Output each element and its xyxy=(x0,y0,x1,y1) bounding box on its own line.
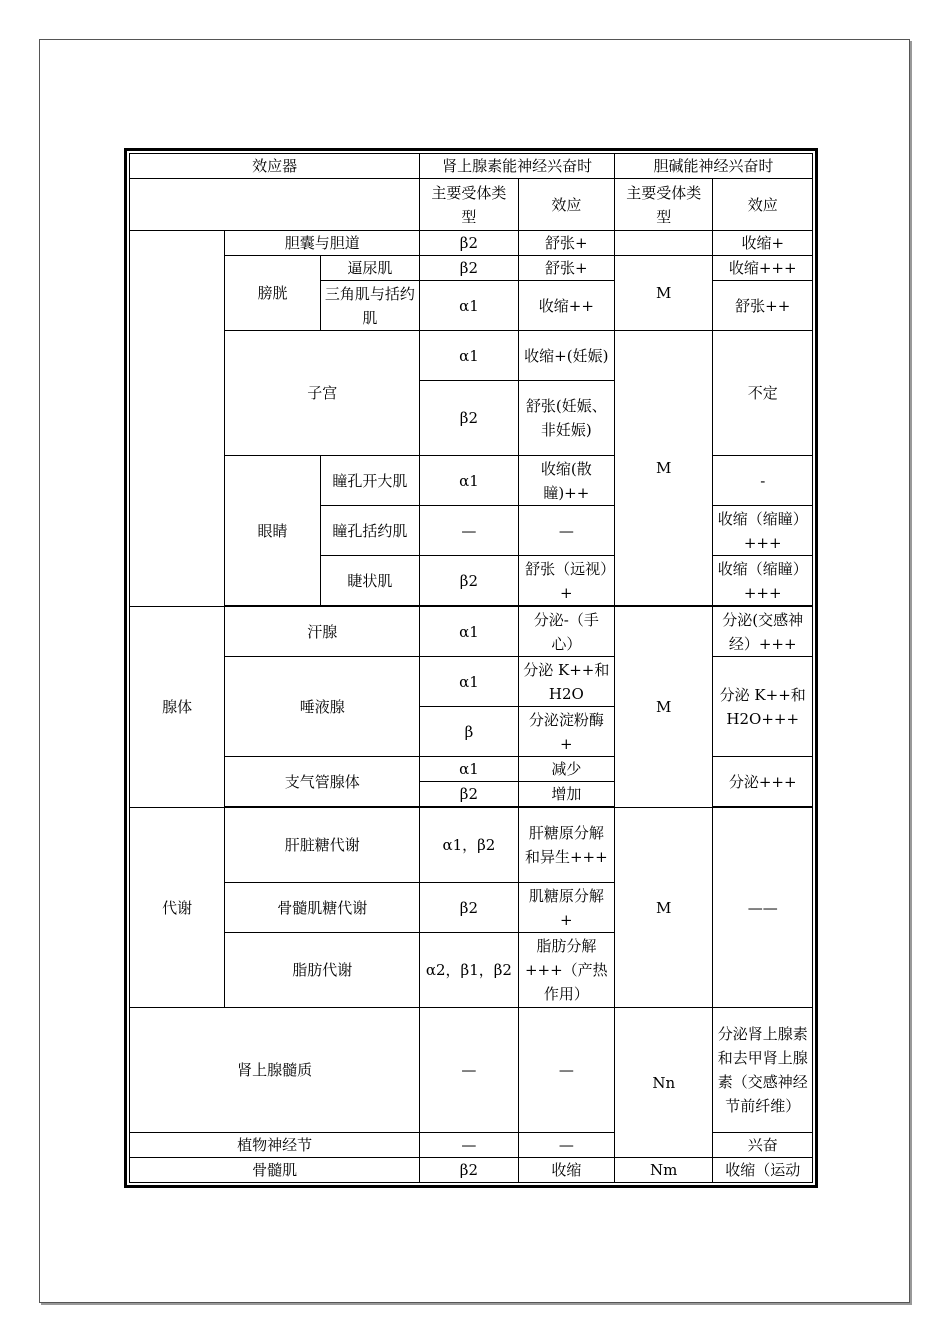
cholinergic-effect: 不定 xyxy=(713,331,813,456)
header-row-2 xyxy=(130,179,813,231)
cholinergic-effect: 收缩（运动 xyxy=(713,1158,813,1183)
cholinergic-effect: —— xyxy=(713,808,813,1008)
row-name: 唾液腺 xyxy=(225,657,420,757)
adrenergic-effect: 舒张+ xyxy=(518,256,614,281)
table-row xyxy=(130,331,813,381)
row-name: 肝脏糖代谢 xyxy=(225,808,420,883)
row-name: 胆囊与胆道 xyxy=(225,231,420,256)
adrenergic-effect: 收缩++ xyxy=(518,281,614,331)
row-name: 子宫 xyxy=(225,331,420,456)
cholinergic-receptor: Nm xyxy=(615,1158,713,1183)
cholinergic-effect: 分泌(交感神经）+++ xyxy=(713,607,813,657)
row-name: 瞳孔开大肌 xyxy=(320,456,420,506)
effector-header: 效应器 xyxy=(130,154,420,179)
cholinergic-receptor: Nn xyxy=(615,1008,713,1158)
cholinergic-effect: 收缩+++ xyxy=(713,256,813,281)
adrenergic-effect: 收缩(散瞳)++ xyxy=(518,456,614,506)
group-label: 代谢 xyxy=(130,808,225,1008)
row-name: 骨髓肌糖代谢 xyxy=(225,883,420,933)
adrenergic-receptor: α1 xyxy=(420,657,518,707)
adrenergic-receptor: β2 xyxy=(420,381,518,456)
adrenergic-receptor: α1 xyxy=(420,331,518,381)
row-name: 汗腺 xyxy=(225,607,420,657)
cholinergic-effect: 舒张++ xyxy=(713,281,813,331)
row-name: 瞳孔括约肌 xyxy=(320,506,420,556)
adrenergic-receptor-header: 主要受体类型 xyxy=(420,179,518,231)
cholinergic-receptor: M xyxy=(615,808,713,1008)
cholinergic-effect-header: 效应 xyxy=(713,179,813,231)
effector-blank xyxy=(130,179,420,231)
adrenergic-receptor: — xyxy=(420,506,518,556)
cholinergic-receptor-header: 主要受体类型 xyxy=(615,179,713,231)
cholinergic-effect: 兴奋 xyxy=(713,1133,813,1158)
receptor-table xyxy=(124,148,818,1188)
group-label: 眼睛 xyxy=(225,456,320,606)
adrenergic-header: 肾上腺素能神经兴奋时 xyxy=(420,154,615,179)
adrenergic-receptor: β2 xyxy=(420,1158,518,1183)
adrenergic-receptor: β xyxy=(420,707,518,757)
adrenergic-receptor: α1 xyxy=(420,757,518,782)
adrenergic-effect-header: 效应 xyxy=(518,179,614,231)
row-name: 三角肌与括约肌 xyxy=(320,281,420,331)
adrenergic-receptor: — xyxy=(420,1133,518,1158)
adrenergic-receptor: β2 xyxy=(420,556,518,606)
row-name: 植物神经节 xyxy=(130,1133,420,1158)
table-row xyxy=(130,1008,813,1133)
cholinergic-effect: 分泌+++ xyxy=(713,757,813,807)
cholinergic-effect: 收缩+ xyxy=(713,231,813,256)
row-name: 肾上腺髓质 xyxy=(130,1008,420,1133)
cholinergic-header: 胆碱能神经兴奋时 xyxy=(615,154,813,179)
row-name: 骨髓肌 xyxy=(130,1158,420,1183)
adrenergic-receptor: β2 xyxy=(420,883,518,933)
adrenergic-receptor: β2 xyxy=(420,782,518,807)
cholinergic-effect: 收缩（缩瞳）+++ xyxy=(713,556,813,606)
adrenergic-effect: 收缩 xyxy=(518,1158,614,1183)
adrenergic-receptor: α2，β1，β2 xyxy=(420,933,518,1008)
adrenergic-effect: — xyxy=(518,506,614,556)
adrenergic-effect: 舒张（远视）+ xyxy=(518,556,614,606)
cholinergic-receptor: M xyxy=(615,607,713,808)
adrenergic-receptor: β2 xyxy=(420,256,518,281)
adrenergic-receptor: β2 xyxy=(420,231,518,256)
cholinergic-effect: 分泌肾上腺素和去甲肾上腺素（交感神经节前纤维） xyxy=(713,1008,813,1133)
table-row xyxy=(130,256,813,281)
cholinergic-effect: - xyxy=(713,456,813,506)
adrenergic-receptor: α1 xyxy=(420,607,518,657)
adrenergic-effect: 舒张+ xyxy=(518,231,614,256)
adrenergic-receptor: α1 xyxy=(420,456,518,506)
table-row xyxy=(130,1158,813,1183)
adrenergic-effect: 分泌淀粉酶+ xyxy=(518,707,614,757)
cholinergic-receptor: M xyxy=(615,331,713,606)
adrenergic-effect: 收缩+(妊娠) xyxy=(518,331,614,381)
adrenergic-effect: 分泌-（手心） xyxy=(518,607,614,657)
adrenergic-effect: 增加 xyxy=(518,782,614,807)
adrenergic-effect: — xyxy=(518,1133,614,1158)
adrenergic-receptor: α1 xyxy=(420,281,518,331)
table-row xyxy=(130,808,813,883)
cholinergic-receptor xyxy=(615,231,713,256)
adrenergic-receptor: α1，β2 xyxy=(420,808,518,883)
adrenergic-effect: 肌糖原分解+ xyxy=(518,883,614,933)
row-name: 脂肪代谢 xyxy=(225,933,420,1008)
adrenergic-receptor: — xyxy=(420,1008,518,1133)
cholinergic-effect: 收缩（缩瞳）+++ xyxy=(713,506,813,556)
adrenergic-effect: 脂肪分解+++（产热作用） xyxy=(518,933,614,1008)
adrenergic-effect: 分泌 K++和 H2O xyxy=(518,657,614,707)
table-row xyxy=(130,231,813,256)
header-row-1 xyxy=(130,154,813,179)
cholinergic-effect: 分泌 K++和H2O+++ xyxy=(713,657,813,757)
group-label: 膀胱 xyxy=(225,256,320,331)
cholinergic-receptor: M xyxy=(615,256,713,331)
row-name: 睫状肌 xyxy=(320,556,420,606)
table-row xyxy=(130,607,813,657)
row-name: 支气管腺体 xyxy=(225,757,420,807)
adrenergic-effect: — xyxy=(518,1008,614,1133)
adrenergic-effect: 舒张(妊娠、非妊娠) xyxy=(518,381,614,456)
row-name: 逼尿肌 xyxy=(320,256,420,281)
adrenergic-effect: 肝糖原分解和异生+++ xyxy=(518,808,614,883)
group-blank xyxy=(130,231,225,607)
group-label: 腺体 xyxy=(130,607,225,808)
adrenergic-effect: 减少 xyxy=(518,757,614,782)
